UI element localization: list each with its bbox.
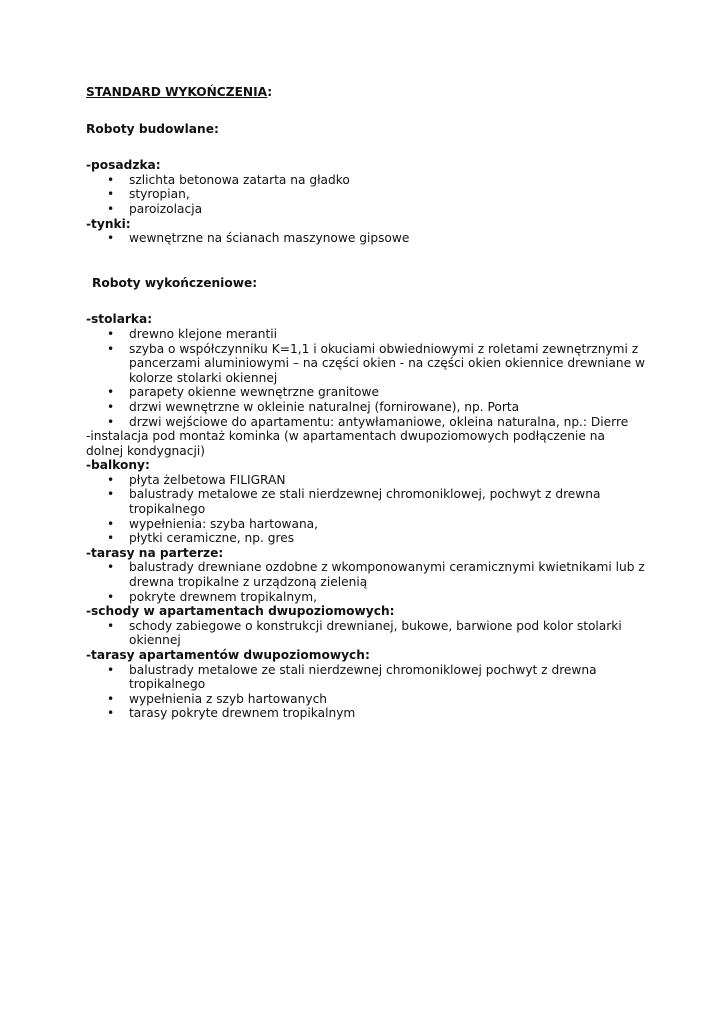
list-item: • wypełnienia: szyba hartowana, (86, 517, 646, 532)
list-item: • płytki ceramiczne, np. gres (86, 531, 646, 546)
list-item: • szlichta betonowa zatarta na gładko (86, 173, 646, 188)
document-title: STANDARD WYKOŃCZENIA (86, 85, 268, 99)
section-heading-roboty-budowlane: Roboty budowlane: (86, 121, 219, 136)
list-item: • pokryte drewnem tropikalnym, (86, 590, 646, 605)
category-balkony: -balkony: (86, 458, 150, 473)
category-tarasy-apartamentow: -tarasy apartamentów dwupoziomowych: (86, 648, 370, 662)
list-tarasy-na-parterze (86, 560, 646, 604)
list-item: • paroizolacja (86, 202, 646, 217)
list-item: • balustrady drewniane ozdobne z wkomponowanymi ceramicznymi kwietnikami lub z drewna tropikalne z urządzoną zielenią (86, 560, 646, 589)
list-item: • szyba o współczynniku K=1,1 i okuciami obwiedniowymi z roletami zewnętrznymi z pancerzami aluminiowymi – na części okien - na części okien okiennice drewniane w kolorze stolarki okiennej (86, 342, 646, 386)
list-item: • balustrady metalowe ze stali nierdzewnej chromoniklowej, pochwyt z drewna tropikalnego (86, 487, 646, 516)
instalacja-line: -instalacja pod montaż kominka (w apartamentach dwupoziomowych podłączenie na dolnej kondygnacji) (86, 429, 605, 458)
category-tynki: -tynki: (86, 216, 131, 231)
list-item: • drzwi wewnętrzne w okleinie naturalnej (fornirowane), np. Porta (86, 400, 646, 415)
list-tynki (86, 231, 646, 246)
document-title-line (86, 85, 646, 100)
list-stolarka (86, 327, 646, 429)
list-item: • wewnętrzne na ścianach maszynowe gipsowe (86, 231, 646, 246)
list-item: • styropian, (86, 187, 646, 202)
document-body (86, 85, 646, 721)
list-item: • parapety okienne wewnętrzne granitowe (86, 385, 646, 400)
list-schody (86, 619, 646, 648)
category-tarasy-na-parterze: -tarasy na parterze: (86, 545, 224, 560)
list-tarasy-apartamentow (86, 663, 646, 721)
list-item: • balustrady metalowe ze stali nierdzewnej chromoniklowej pochwyt z drewna tropikalnego (86, 663, 646, 692)
list-posadzka (86, 173, 646, 217)
category-posadzka: -posadzka: (86, 158, 161, 173)
list-item: • drzwi wejściowe do apartamentu: antywłamaniowe, okleina naturalna, np.: Dierre (86, 415, 646, 430)
section-heading-roboty-wykonczeniowe: Roboty wykończeniowe: (92, 275, 258, 290)
list-item: • drewno klejone merantii (86, 327, 646, 342)
list-item: • schody zabiegowe o konstrukcji drewnianej, bukowe, barwione pod kolor stolarki okiennej (86, 619, 646, 648)
category-schody: -schody w apartamentach dwupoziomowych: (86, 604, 395, 619)
list-item: • wypełnienia z szyb hartowanych (86, 692, 646, 707)
category-stolarka: -stolarka: (86, 312, 153, 327)
document-title-colon: : (267, 85, 273, 99)
list-item: • płyta żelbetowa FILIGRAN (86, 473, 646, 488)
list-item: • tarasy pokryte drewnem tropikalnym (86, 706, 646, 721)
list-balkony (86, 473, 646, 546)
